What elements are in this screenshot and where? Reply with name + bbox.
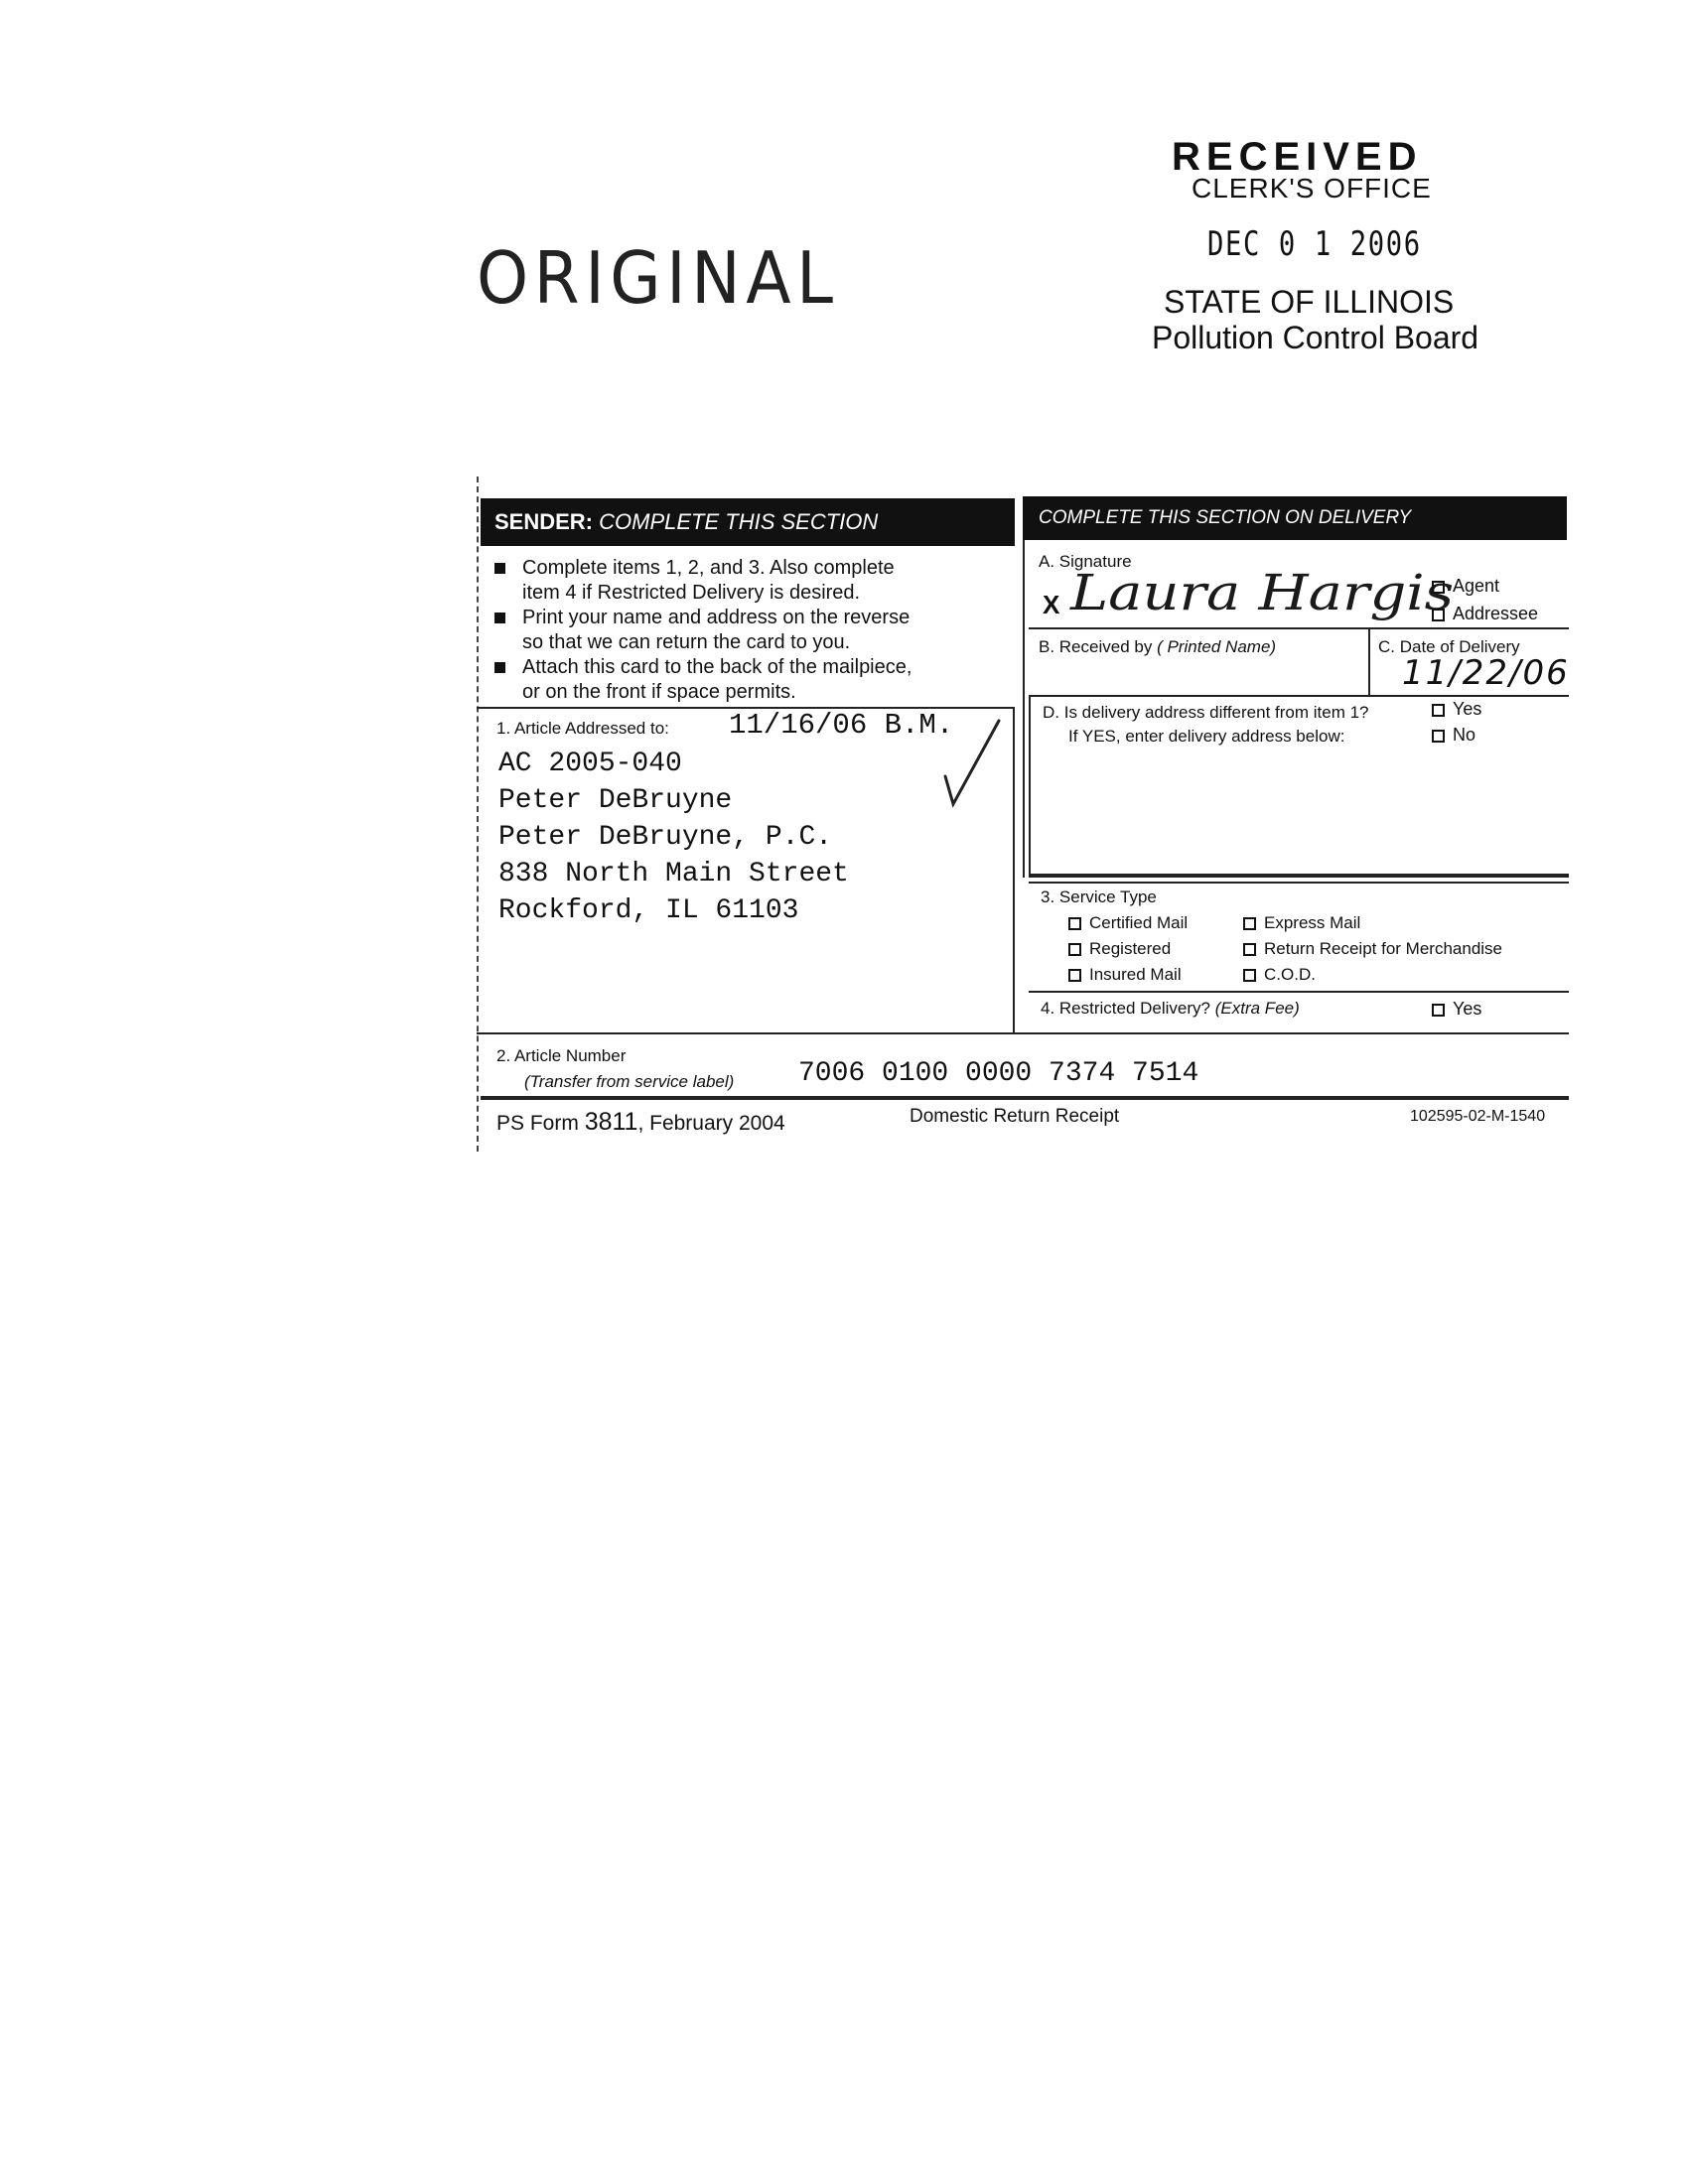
signature-label: A. Signature <box>1039 552 1132 571</box>
form-date: , February 2004 <box>637 1112 785 1135</box>
addressee-option[interactable] <box>1432 604 1538 624</box>
received-date: DEC 0 1 2006 <box>1207 224 1422 264</box>
divider <box>477 1032 1569 1034</box>
address-line: AC 2005-040 <box>498 749 682 779</box>
address-line: Peter DeBruyne <box>498 785 733 816</box>
return-receipt-checkbox[interactable] <box>1243 943 1256 956</box>
restricted-delivery-label <box>1041 999 1300 1019</box>
restricted-delivery-text: 4. Restricted Delivery? <box>1041 999 1211 1018</box>
divider <box>1029 874 1569 878</box>
divider <box>1029 627 1569 629</box>
instruction-item <box>494 606 911 630</box>
state-label: STATE OF ILLINOIS <box>1164 284 1455 320</box>
date-of-delivery-value: 11/22/06 <box>1402 653 1570 693</box>
board-label: Pollution Control Board <box>1152 320 1479 355</box>
return-receipt-label: Return Receipt for Merchandise <box>1264 939 1503 958</box>
bullet-icon <box>494 662 505 673</box>
form-code: 102595-02-M-1540 <box>1410 1108 1546 1125</box>
cod-option[interactable] <box>1243 965 1316 985</box>
card-perforation <box>477 477 479 1152</box>
return-receipt-option[interactable] <box>1243 939 1502 959</box>
handwritten-note: 11/16/06 B.M. <box>729 709 954 742</box>
form-id <box>496 1108 785 1137</box>
divider <box>1023 540 1025 878</box>
divider <box>1029 695 1569 697</box>
address-line: Rockford, IL 61103 <box>498 895 799 926</box>
registered-checkbox[interactable] <box>1068 943 1081 956</box>
signature-x: X <box>1043 590 1060 619</box>
registered-option[interactable] <box>1068 939 1171 959</box>
signature-value: Laura Hargis <box>1070 564 1455 621</box>
delivery-heading: COMPLETE THIS SECTION ON DELIVERY <box>1023 496 1567 540</box>
restricted-yes-label: Yes <box>1453 999 1482 1019</box>
article-number-value: 7006 0100 0000 7374 7514 <box>798 1058 1199 1089</box>
service-type-label: 3. Service Type <box>1041 887 1157 906</box>
received-by-label <box>1039 637 1276 657</box>
divider <box>1013 707 1015 1034</box>
instruction-text: item 4 if Restricted Delivery is desired. <box>522 582 861 604</box>
instruction-text: so that we can return the card to you. <box>522 631 851 653</box>
instruction-item <box>494 655 912 680</box>
divider <box>1029 882 1569 884</box>
different-yes-option[interactable] <box>1432 699 1481 720</box>
sender-heading <box>481 498 1015 546</box>
received-by-text: B. Received by <box>1039 637 1153 656</box>
cod-checkbox[interactable] <box>1243 969 1256 982</box>
insured-mail-checkbox[interactable] <box>1068 969 1081 982</box>
article-addressed-label: 1. Article Addressed to: <box>496 719 669 738</box>
printed-name-text: ( Printed Name) <box>1157 637 1277 656</box>
divider <box>1029 695 1031 874</box>
express-mail-label: Express Mail <box>1264 913 1361 932</box>
agent-label: Agent <box>1453 576 1500 596</box>
form-number: 3811 <box>584 1108 638 1136</box>
bullet-icon <box>494 563 505 574</box>
addressee-label: Addressee <box>1453 604 1539 623</box>
instruction-text: Print your name and address on the reverse <box>522 607 911 628</box>
insured-mail-label: Insured Mail <box>1089 965 1182 984</box>
certified-mail-label: Certified Mail <box>1089 913 1189 932</box>
instruction-text: or on the front if space permits. <box>522 681 796 703</box>
insured-mail-option[interactable] <box>1068 965 1182 985</box>
cod-label: C.O.D. <box>1264 965 1316 984</box>
check-mark-icon <box>937 713 1007 812</box>
restricted-yes-option[interactable] <box>1432 999 1481 1020</box>
express-mail-checkbox[interactable] <box>1243 917 1256 930</box>
sender-heading-italic: COMPLETE THIS SECTION <box>599 509 879 534</box>
address-line: 838 North Main Street <box>498 859 849 889</box>
express-mail-option[interactable] <box>1243 913 1360 933</box>
form-title: Domestic Return Receipt <box>910 1106 1120 1127</box>
article-number-sublabel: (Transfer from service label) <box>524 1072 735 1091</box>
received-stamp: RECEIVED <box>1172 135 1423 179</box>
article-number-label: 2. Article Number <box>496 1046 627 1065</box>
original-stamp: ORIGINAL <box>477 236 839 320</box>
date-of-delivery-label: C. Date of Delivery <box>1378 637 1520 656</box>
certified-mail-option[interactable] <box>1068 913 1188 933</box>
restricted-fee-text: (Extra Fee) <box>1214 999 1300 1018</box>
different-no-option[interactable] <box>1432 725 1475 746</box>
instruction-text: Attach this card to the back of the mailpiece, <box>522 656 912 678</box>
form-prefix: PS Form <box>496 1112 579 1135</box>
divider <box>1029 991 1569 993</box>
different-address-label: D. Is delivery address different from item 1? <box>1043 703 1369 722</box>
sender-heading-bold: SENDER: <box>494 509 594 534</box>
bullet-icon <box>494 613 505 623</box>
divider <box>1368 627 1370 695</box>
divider <box>481 1096 1569 1100</box>
no-label: No <box>1453 725 1476 745</box>
agent-option[interactable] <box>1432 576 1499 597</box>
instruction-text: Complete items 1, 2, and 3. Also complete <box>522 557 895 579</box>
addressee-checkbox[interactable] <box>1432 609 1445 621</box>
no-checkbox[interactable] <box>1432 730 1445 743</box>
address-line: Peter DeBruyne, P.C. <box>498 822 833 853</box>
yes-checkbox[interactable] <box>1432 704 1445 717</box>
yes-label: Yes <box>1453 699 1482 719</box>
certified-mail-checkbox[interactable] <box>1068 917 1081 930</box>
if-yes-label: If YES, enter delivery address below: <box>1068 727 1345 746</box>
agent-checkbox[interactable] <box>1432 581 1445 594</box>
instruction-item <box>494 556 895 581</box>
registered-label: Registered <box>1089 939 1172 958</box>
restricted-yes-checkbox[interactable] <box>1432 1004 1445 1017</box>
clerks-office-label: CLERK'S OFFICE <box>1192 173 1432 204</box>
